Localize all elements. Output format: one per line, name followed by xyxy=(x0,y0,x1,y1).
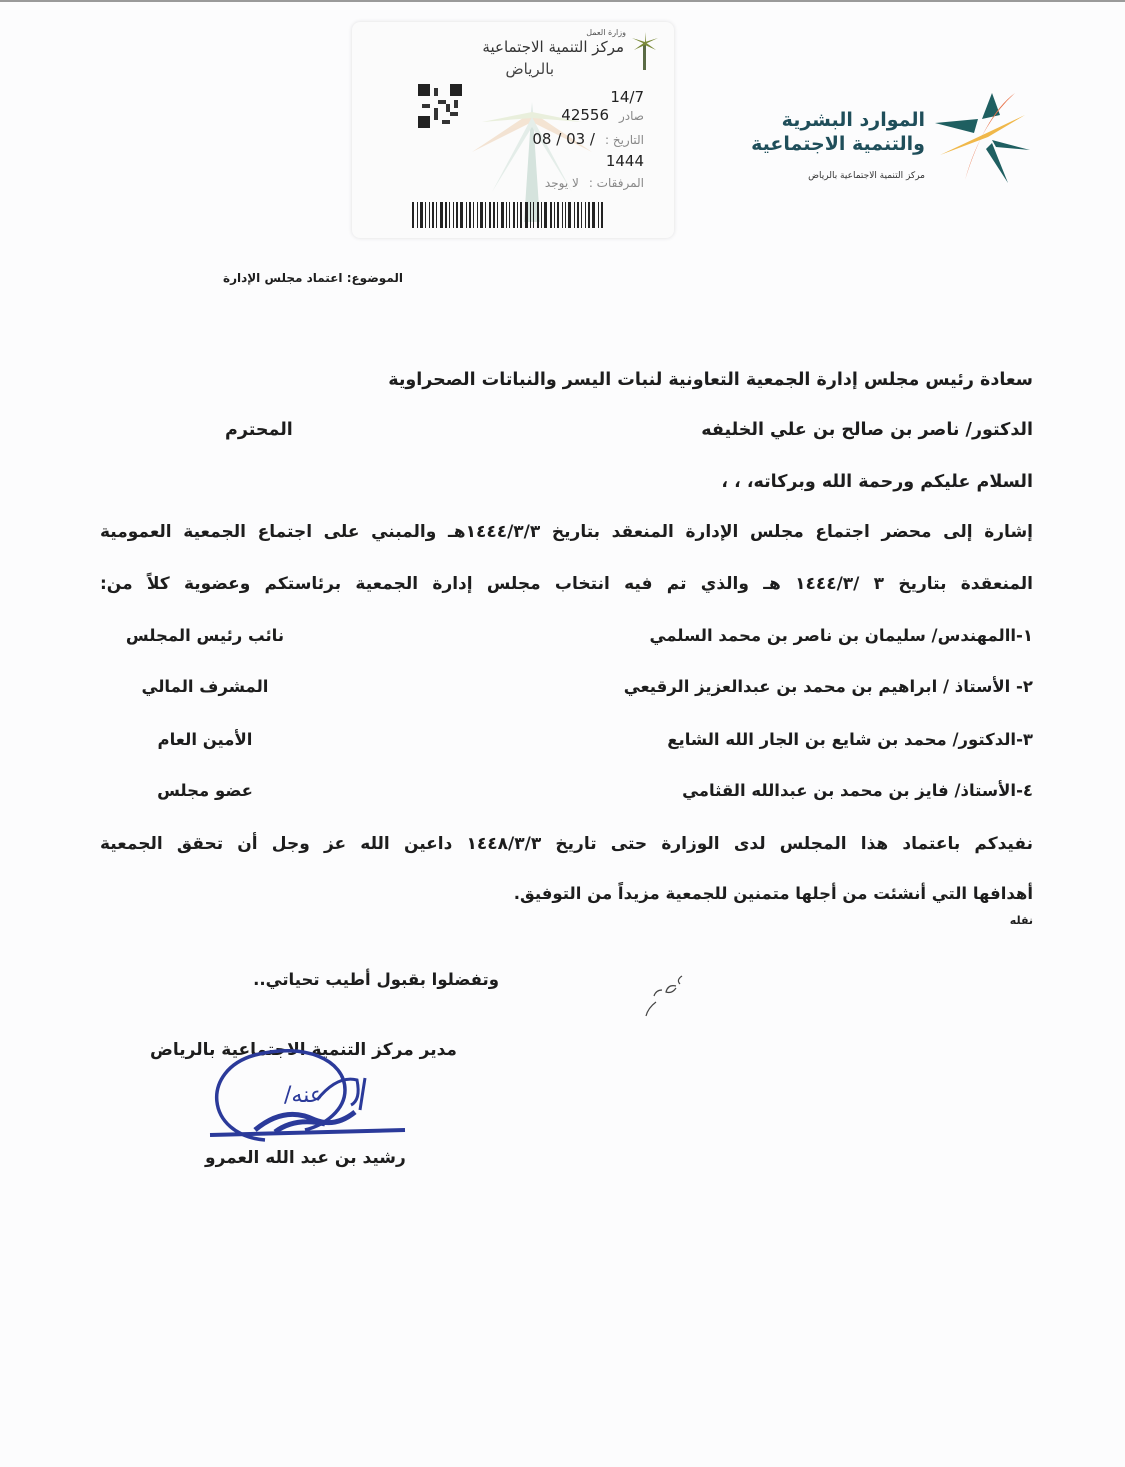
outgoing-label: صادر xyxy=(619,109,644,123)
stamp-code-row xyxy=(610,88,644,106)
barcode-bar xyxy=(480,202,483,228)
barcode-bar xyxy=(565,202,566,228)
barcode-bar xyxy=(440,202,443,228)
copy-annotation: نقله xyxy=(1009,914,1033,927)
signatory-name: رشيد بن عبد الله العمرو xyxy=(205,1148,406,1168)
center-name: مركز التنمية الاجتماعية بالرياض xyxy=(808,171,925,181)
barcode-bar xyxy=(568,202,571,228)
stamp-date-row xyxy=(532,130,644,148)
outgoing-number: 42556 xyxy=(561,106,610,124)
body-paragraph-1-line-1: إشارة إلى محضر اجتماع مجلس الإدارة المنعقد بتاريخ ١٤٤٤/٣/٣هـ والمبني على اجتماع الجمعية العمومية xyxy=(100,522,1033,542)
barcode-bar xyxy=(449,202,450,228)
body-paragraph-2-line-1: نفيدكم باعتماد هذا المجلس لدى الوزارة حتى تاريخ ١٤٤٨/٣/٣ داعين الله عز وجل أن تحقق الجمعية xyxy=(100,834,1033,854)
ministry-star-icon xyxy=(930,85,1040,185)
subject-line: الموضوع: اعتماد مجلس الإدارة xyxy=(222,271,403,285)
barcode-bar xyxy=(544,202,547,228)
barcode-bar xyxy=(489,202,491,228)
barcode-bar xyxy=(506,202,507,228)
registry-stamp xyxy=(352,22,674,238)
body-paragraph-1-line-2: المنعقدة بتاريخ ٣ /١٤٤٤/٣ هـ والذي تم فيه انتخاب مجلس إدارة الجمعية برئاستكم وعضوية كلاً من: xyxy=(100,574,1033,594)
barcode-bar xyxy=(425,202,426,228)
palm-logo-icon xyxy=(630,30,660,70)
barcode-bar xyxy=(429,202,430,228)
greeting: السلام عليكم ورحمة الله وبركاته، ، ، xyxy=(721,472,1033,492)
barcode-bar xyxy=(417,202,418,228)
honorific: المحترم xyxy=(225,420,293,440)
barcode xyxy=(412,202,642,228)
barcode-bar xyxy=(574,202,575,228)
member-name: ٤-الأستاذ/ فايز بن محمد بن عبدالله القثامي xyxy=(682,781,1033,800)
barcode-bar xyxy=(525,202,528,228)
barcode-bar xyxy=(509,202,510,228)
barcode-bar xyxy=(477,202,478,228)
barcode-bar xyxy=(520,202,522,228)
barcode-bar xyxy=(581,202,582,228)
page-top-border xyxy=(0,0,1125,2)
member-role: الأمين العام xyxy=(157,730,253,749)
barcode-bar xyxy=(513,202,515,228)
member-role: المشرف المالي xyxy=(141,677,269,696)
date-value: 08 / 03 / xyxy=(532,130,595,148)
palm-watermark-icon xyxy=(462,82,602,222)
stamp-year-row xyxy=(606,152,644,170)
barcode-bar xyxy=(497,202,498,228)
barcode-bar xyxy=(453,202,454,228)
barcode-bar xyxy=(588,202,590,228)
stamp-ministry: وزارة العمل xyxy=(586,28,626,37)
stamp-city: بالرياض xyxy=(505,60,554,78)
recipient-row xyxy=(225,420,1033,440)
barcode-bar xyxy=(554,202,555,228)
barcode-bar xyxy=(601,202,603,228)
member-row xyxy=(120,626,1033,645)
barcode-bar xyxy=(557,202,559,228)
barcode-bar xyxy=(598,202,599,228)
barcode-bar xyxy=(456,202,458,228)
signatory-title: مدير مركز التنمية الاجتماعية بالرياض xyxy=(150,1040,457,1060)
attachments-value: لا يوجد xyxy=(544,176,579,190)
barcode-bar xyxy=(469,202,471,228)
member-name: ١-االمهندس/ سليمان بن ناصر بن محمد السلمي xyxy=(649,626,1033,645)
barcode-bar xyxy=(592,202,595,228)
barcode-bar xyxy=(501,202,504,228)
barcode-bar xyxy=(420,202,423,228)
barcode-bar xyxy=(485,202,486,228)
stamp-outgoing-row xyxy=(561,106,644,124)
barcode-bar xyxy=(445,202,447,228)
barcode-bar xyxy=(541,202,542,228)
addressee: سعادة رئيس مجلس إدارة الجمعية التعاونية لنبات اليسر والنباتات الصحراوية xyxy=(388,370,1033,390)
barcode-bar xyxy=(432,202,434,228)
barcode-bar xyxy=(530,202,531,228)
barcode-bar xyxy=(585,202,586,228)
member-role: نائب رئيس المجلس xyxy=(125,626,285,645)
member-name: ٣-الدكتور/ محمد بن شايع بن الجار الله الشايع xyxy=(667,730,1033,749)
on-behalf-mark: عنه/ xyxy=(284,1083,323,1108)
signature-icon xyxy=(195,1030,425,1160)
stamp-code: 14/7 xyxy=(610,88,644,106)
body-paragraph-2-line-2: أهدافها التي أنشئت من أجلها متمنين للجمعية مزيداً من التوفيق. xyxy=(513,884,1033,903)
qr-code-icon xyxy=(418,84,462,128)
barcode-bar xyxy=(493,202,495,228)
barcode-bar xyxy=(577,202,579,228)
barcode-bar xyxy=(517,202,518,228)
barcode-bar xyxy=(412,202,414,228)
barcode-bar xyxy=(466,202,467,228)
member-name: ٢- الأستاذ / ابراهيم بن محمد بن عبدالعزيز الرقيعي xyxy=(623,677,1033,696)
ministry-logo xyxy=(745,85,1045,195)
barcode-bar xyxy=(436,202,437,228)
barcode-bar xyxy=(562,202,563,228)
date-label: التاريخ : xyxy=(604,133,644,147)
member-role: عضو مجلس xyxy=(157,781,253,800)
stamp-center: مركز التنمية الاجتماعية xyxy=(482,38,624,56)
barcode-bar xyxy=(473,202,474,228)
barcode-bar xyxy=(550,202,552,228)
member-row xyxy=(120,781,1033,800)
barcode-bar xyxy=(537,202,539,228)
member-row xyxy=(120,730,1033,749)
date-year: 1444 xyxy=(605,152,644,170)
ministry-name-line1: الموارد البشرية xyxy=(781,109,925,131)
member-row xyxy=(120,677,1033,696)
recipient-name: الدكتور/ ناصر بن صالح بن علي الخليفه xyxy=(701,420,1033,440)
barcode-bar xyxy=(460,202,463,228)
stamp-attachments-row xyxy=(545,176,644,190)
closing-line: وتفضلوا بقبول أطيب تحياتي.. xyxy=(253,970,499,989)
ministry-name-line2: والتنمية الاجتماعية xyxy=(751,133,925,155)
attachments-label: المرفقات : xyxy=(588,176,644,190)
handwritten-initials-icon xyxy=(632,968,692,1018)
barcode-bar xyxy=(533,202,534,228)
